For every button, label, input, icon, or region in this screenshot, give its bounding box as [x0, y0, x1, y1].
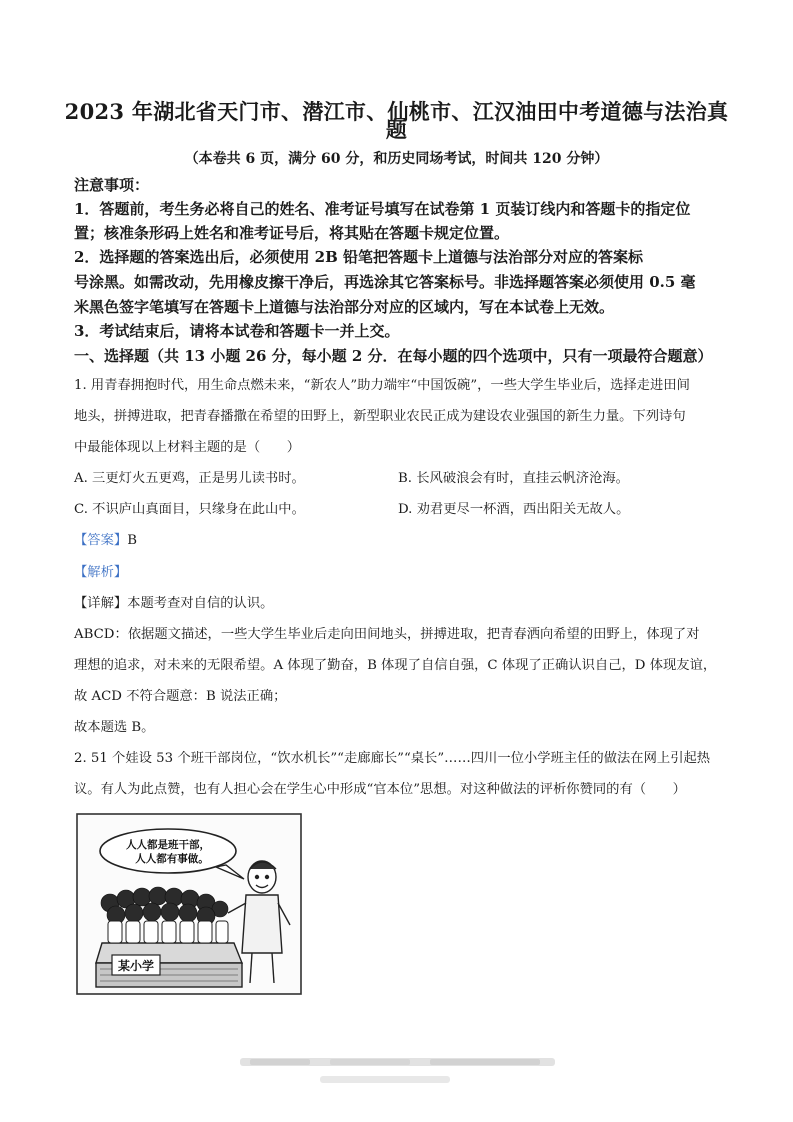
- children-bodies: [108, 921, 228, 943]
- q1-explanation-line1: ABCD：依据题文描述，一些大学生毕业后走向田间地头，拼搏进取，把青春洒向希望的田野上，体现了对: [74, 627, 700, 642]
- q2-line2: 议。有人为此点赞，也有人担心会在学生心中形成“官本位”思想。对这种做法的评析你赞同的有（ ）: [74, 782, 686, 797]
- book-label: 某小学: [117, 959, 155, 973]
- notice-item2-line1: 2．选择题的答案选出后，必须使用 2B 铅笔把答题卡上道德与法治部分对应的答案标: [74, 248, 644, 266]
- q1-conclusion: 故本题选 B。: [74, 720, 155, 735]
- q1-line3: 中最能体现以上材料主题的是（ ）: [74, 440, 301, 455]
- q1-explanation-line3: 故 ACD 不符合题意：B 说法正确；: [74, 689, 287, 704]
- analysis-tag: 【解析】: [74, 565, 128, 580]
- q2-line1: 2. 51 个娃设 53 个班干部岗位，“饮水机长”“走廊廊长”“桌长”……四川一位小学班主任的做法在网上引起热: [74, 751, 711, 766]
- exam-title-line1: 2023 年湖北省天门市、潜江市、仙桃市、江汉油田中考道德与法治真: [64, 99, 729, 124]
- bubble-text-line2: 人人都有事做。: [135, 853, 209, 865]
- q1-answer-value: B: [127, 533, 137, 548]
- book-illustration: [96, 943, 242, 987]
- notice-item1-line1: 1．答题前，考生务必将自己的姓名、准考证号填写在试卷第 1 页装订线内和答题卡的指定位: [74, 200, 691, 218]
- exam-title-line2: 题: [385, 117, 408, 142]
- answer-tag: 【答案】: [74, 533, 128, 548]
- footer-blur-2: [320, 1075, 450, 1084]
- bubble-text-line1: 人人都是班干部，: [126, 839, 210, 851]
- notice-item3: 3．考试结束后，请将本试卷和答题卡一并上交。: [74, 322, 400, 340]
- exam-subtitle: （本卷共 6 页，满分 60 分，和历史同场考试，时间共 120 分钟）: [184, 151, 609, 167]
- q1-line1: 1. 用青春拥抱时代，用生命点燃未来，“新农人”助力端牢“中国饭碗”，一些大学生毕业后，选择走进田间: [74, 378, 690, 393]
- notice-item1-line2: 置；核准条形码上姓名和准考证号后，将其贴在答题卡规定位置。: [74, 224, 510, 242]
- q1-answer-row: [74, 529, 137, 548]
- q2-cartoon-image: [76, 813, 302, 995]
- q1-detail: 【详解】本题考查对自信的认识。: [74, 596, 274, 611]
- q1-option-b: B. 长风破浪会有时，直挂云帆济沧海。: [398, 471, 629, 486]
- q1-option-c: C. 不识庐山真面目，只缘身在此山中。: [74, 502, 305, 517]
- notice-heading: 注意事项：: [74, 176, 150, 194]
- q1-analysis-row: [74, 561, 127, 580]
- notice-item2-line2: 号涂黑。如需改动，先用橡皮擦干净后，再选涂其它答案标号。非选择题答案必须使用 0.5 毫: [74, 273, 696, 291]
- section1-heading: 一、选择题（共 13 小题 26 分，每小题 2 分．在每小题的四个选项中，只有一项最符合题意）: [74, 347, 713, 365]
- q1-option-d: D. 劝君更尽一杯酒，西出阳关无故人。: [398, 502, 630, 517]
- q1-line2: 地头，拼搏进取，把青春播撒在希望的田野上，新型职业农民正成为建设农业强国的新生力量。下列诗句: [74, 409, 686, 424]
- notice-item2-line3: 米黑色签字笔填写在答题卡上道德与法治部分对应的区域内，写在本试卷上无效。: [74, 298, 615, 316]
- q1-option-a: A. 三更灯火五更鸡，正是男儿读书时。: [74, 471, 305, 486]
- q1-explanation-line2: 理想的追求，对未来的无限希望。A 体现了勤奋，B 体现了自信自强，C 体现了正确认识自己，D 体现友谊，: [74, 658, 717, 673]
- footer-blur: [240, 1056, 555, 1067]
